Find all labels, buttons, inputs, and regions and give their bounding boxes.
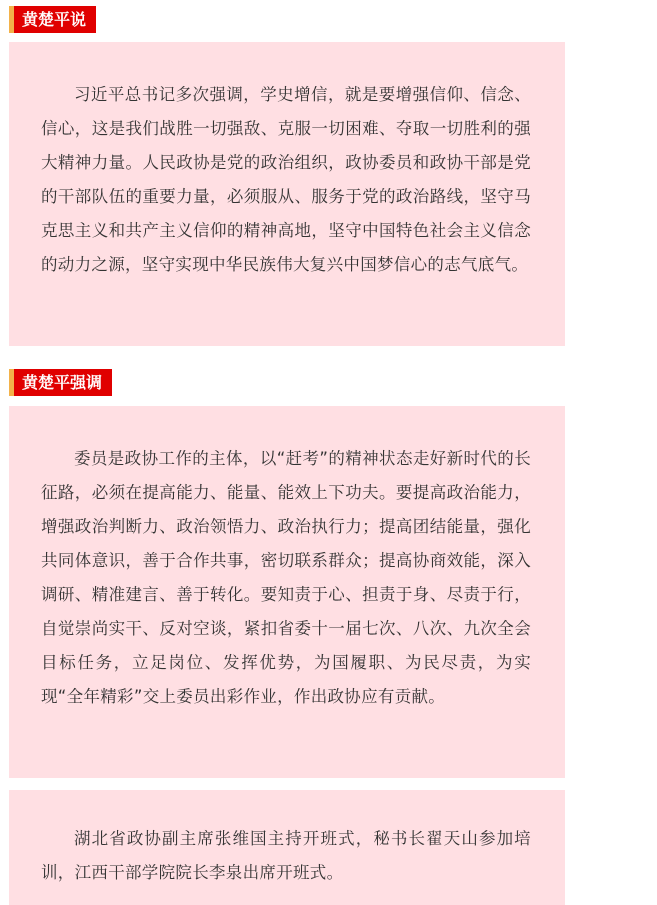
paragraph: 湖北省政协副主席张维国主持开班式，秘书长翟天山参加培训，江西干部学院院长李泉出席开班式。 [41, 829, 531, 882]
tag-label: 黄楚平说 [14, 6, 96, 33]
quote-box-3 [9, 790, 565, 905]
section-tag-2 [9, 369, 112, 396]
paragraph: 习近平总书记多次强调，学史增信，就是要增强信仰、信念、信心，这是我们战胜一切强敌、克服一切困难、夺取一切胜利的强大精神力量。人民政协是党的政治组织，政协委员和政协干部是党的干部队伍的重要力量，必须服从、服务于党的政治路线，坚守马克思主义和共产主义信仰的精神高地，坚守中国特色社会主义信念的动力之源，坚守实现中华民族伟大复兴中国梦信心的志气底气。 [41, 85, 531, 274]
quote-box-2 [9, 406, 565, 778]
quote-box-1 [9, 42, 565, 346]
paragraph: 委员是政协工作的主体，以“赶考”的精神状态走好新时代的长征路，必须在提高能力、能量、能效上下功夫。要提高政治能力，增强政治判断力、政治领悟力、政治执行力；提高团结能量，强化共同体意识，善于合作共事，密切联系群众；提高协商效能，深入调研、精准建言、善于转化。要知责于心、担责于身、尽责于行，自觉崇尚实干、反对空谈，紧扣省委十一届七次、八次、九次全会目标任务，立足岗位、发挥优势，为国履职、为民尽责，为实现“全年精彩”交上委员出彩作业，作出政协应有贡献。 [41, 449, 531, 706]
tag-label: 黄楚平强调 [14, 369, 112, 396]
section-tag-1 [9, 6, 96, 33]
